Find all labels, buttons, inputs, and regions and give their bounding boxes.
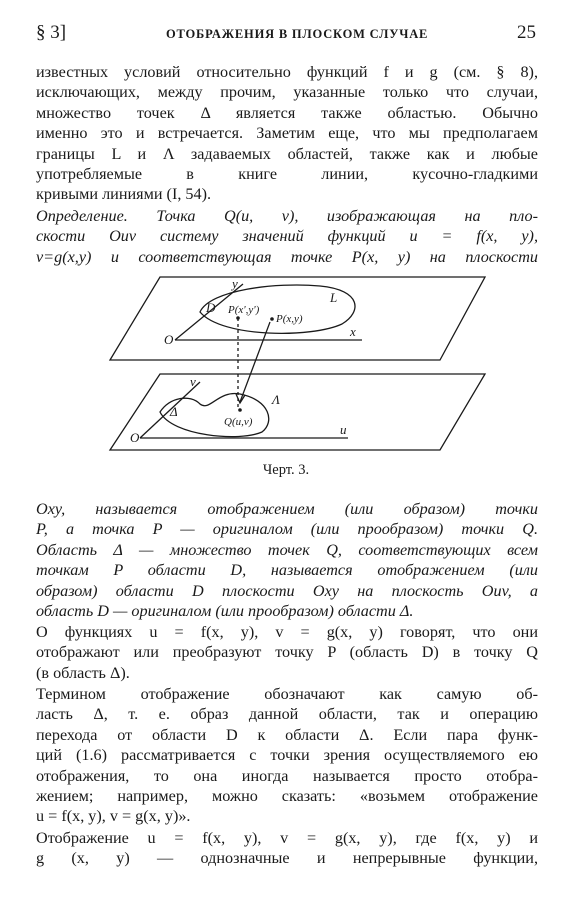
label-d: D bbox=[206, 300, 216, 315]
text-line: ласть Δ, т. е. образ данной области, так и операцию bbox=[36, 705, 538, 724]
text-line: отображения, то она иногда называется просто отобра- bbox=[36, 766, 538, 785]
paragraph-definition bbox=[36, 206, 538, 267]
text-line: точкам P области D, называется отображением (или bbox=[36, 561, 538, 580]
paragraph-image-definition bbox=[36, 499, 538, 621]
label-u: u bbox=[340, 422, 347, 437]
text-line: образом) области D плоскости Oxy на плоскость Ouv, а bbox=[36, 581, 538, 600]
text-line: ций (1.6) рассматривается с точки зрения осуществляемого ею bbox=[36, 746, 538, 765]
text-line: Определение. Точка Q(u, v), изображающая на пло- bbox=[36, 207, 538, 225]
point-q bbox=[238, 408, 242, 412]
mapping-figure bbox=[100, 272, 500, 457]
mapping-arrow bbox=[240, 322, 270, 402]
text-line: Область Δ — множество точек Q, соответствующих всем bbox=[36, 540, 538, 559]
chapter-title: ОТОБРАЖЕНИЯ В ПЛОСКОМ СЛУЧАЕ bbox=[166, 27, 429, 41]
text-line: Oxy, называется отображением (или образом) точки bbox=[36, 500, 538, 518]
point-p-prime bbox=[236, 316, 240, 320]
section-marker: § 3] bbox=[36, 22, 67, 43]
label-v: v bbox=[190, 374, 196, 389]
paragraph-functions bbox=[36, 622, 538, 683]
text-line: границы L и Λ задаваемых областей, также как и любые bbox=[36, 144, 538, 163]
text-line: u = f(x, y), v = g(x, y)». bbox=[36, 807, 191, 826]
paragraph-term bbox=[36, 684, 538, 827]
label-l: L bbox=[330, 290, 338, 305]
text-line: область D — оригиналом (или прообразом) области Δ. bbox=[36, 602, 414, 621]
text-line: О функциях u = f(x, y), v = g(x, y) говорят, что они bbox=[36, 623, 538, 641]
label-q: Q(u,v) bbox=[224, 416, 253, 428]
text-line: P, а точка P — оригиналом (или прообразом) точки Q. bbox=[36, 520, 538, 539]
text-line: исключающих, между прочим, указанные только что случаи, bbox=[36, 83, 538, 102]
text-line: g (x, y) — однозначные и непрерывные функции, bbox=[36, 849, 538, 868]
text-line: употребляемые в книге линии, кусочно-гладкими bbox=[36, 165, 538, 184]
figure-caption: Черт. 3. bbox=[262, 462, 310, 478]
label-o-top: O bbox=[164, 332, 174, 347]
text-line: известных условий относительно функций f и g (см. § 8), bbox=[36, 63, 538, 81]
text-line: (в область Δ). bbox=[36, 663, 130, 682]
label-x: x bbox=[350, 324, 356, 339]
text-line: жением; например, можно сказать: «возьмем отображение bbox=[36, 787, 538, 806]
text-line: скости Ouv систему значений функций u = f(x, y), bbox=[36, 227, 538, 246]
text-line: отображают или преобразуют точку P (область D) в точку Q bbox=[36, 643, 538, 662]
label-p: P(x,y) bbox=[276, 313, 303, 325]
text-line: кривыми линиями (I, 54). bbox=[36, 185, 212, 204]
text-line: Термином отображение обозначают как самую об- bbox=[36, 685, 538, 703]
paragraph-mapping bbox=[36, 828, 538, 869]
page-number: 25 bbox=[517, 22, 536, 43]
label-y: y bbox=[232, 276, 238, 291]
text-line: Отображение u = f(x, y), v = g(x, y), где f(x, y) и bbox=[36, 829, 538, 847]
label-o-bottom: O bbox=[130, 430, 140, 445]
text-line: множество точек Δ является также областью. Обычно bbox=[36, 103, 538, 122]
label-p-prime: P(x',y') bbox=[228, 304, 260, 316]
text-line: перехода от области D к области Δ. Если пара функ- bbox=[36, 725, 538, 744]
label-lambda: Λ bbox=[272, 392, 280, 407]
text-line: именно это и встречается. Заметим еще, что мы предполагаем bbox=[36, 124, 538, 143]
text-line: v=g(x,y) и соответствующая точке P(x, y) на плоскости bbox=[36, 247, 538, 266]
running-header bbox=[36, 22, 536, 46]
paragraph-conditions bbox=[36, 62, 538, 205]
label-delta: Δ bbox=[170, 404, 178, 419]
point-p bbox=[270, 317, 274, 321]
